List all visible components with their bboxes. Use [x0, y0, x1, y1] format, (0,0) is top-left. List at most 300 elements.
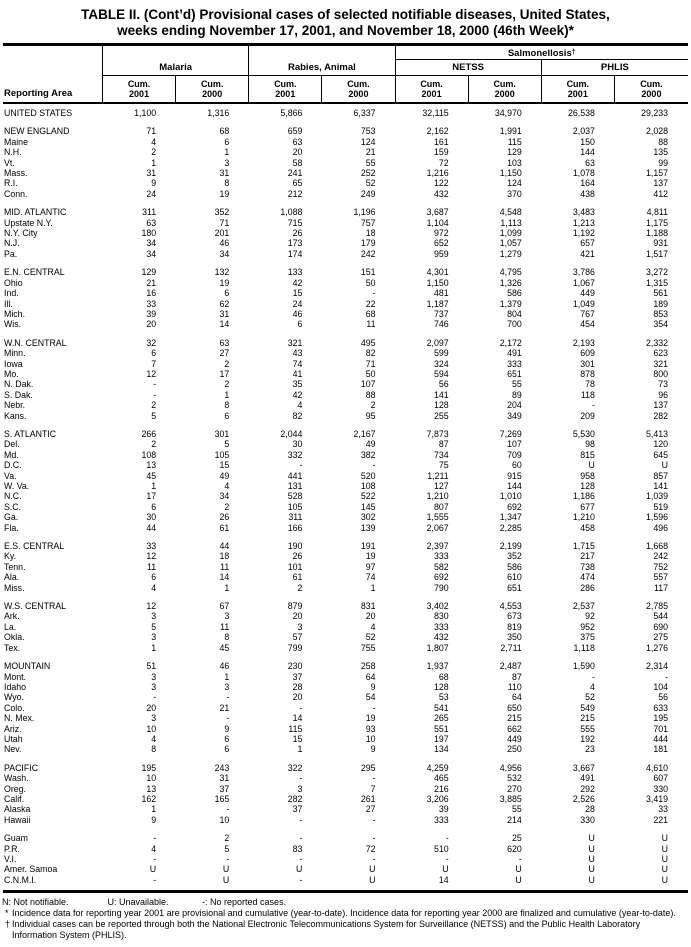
value-cell: 790	[433, 582, 449, 593]
value-cell: 15	[219, 460, 230, 471]
value-cell: U	[588, 864, 595, 875]
value-cell: 128	[580, 481, 595, 491]
reporting-area-cell: P.R.	[4, 843, 20, 854]
value-cell: 134	[433, 744, 449, 755]
value-cell: 135	[653, 147, 668, 158]
value-cell: 31	[219, 308, 230, 319]
value-cell: 481	[433, 288, 449, 299]
value-cell: 74	[292, 358, 303, 369]
reporting-area-cell: Fla.	[4, 522, 19, 533]
value-cell: 1,099	[499, 228, 522, 239]
value-cell: 191	[360, 541, 376, 552]
value-cell: 4,553	[499, 601, 522, 612]
value-cell: 549	[580, 702, 595, 713]
value-cell: 700	[507, 319, 522, 330]
value-cell: 677	[580, 501, 595, 512]
value-cell: 21	[146, 277, 157, 288]
value-cell: 230	[287, 661, 303, 672]
header-cum-col1: Cum. 2001	[103, 76, 176, 102]
value-cell: U	[661, 460, 668, 471]
value-cell: 1,668	[645, 541, 668, 552]
value-cell: -	[299, 814, 303, 825]
value-cell: 2,332	[645, 337, 668, 348]
table-row	[3, 460, 688, 470]
value-cell: 746	[433, 319, 449, 330]
value-cell: 1,113	[500, 217, 522, 228]
reporting-area-cell: Guam	[4, 833, 28, 844]
value-cell: 60	[511, 460, 522, 471]
value-cell: 71	[365, 358, 376, 369]
reporting-area-cell: S. Dak.	[4, 389, 33, 400]
value-cell: 586	[507, 288, 522, 299]
value-cell: 68	[219, 126, 230, 137]
value-cell: 1,057	[499, 238, 522, 249]
value-cell: 9	[224, 723, 230, 734]
reporting-area-cell: Ark.	[4, 611, 20, 622]
reporting-area-cell: Okla.	[4, 632, 25, 643]
value-cell: 55	[511, 804, 522, 815]
value-cell: 19	[365, 713, 376, 724]
value-cell: 651	[507, 368, 522, 379]
reporting-area-cell: Hawaii	[4, 814, 31, 825]
value-cell: 311	[142, 207, 157, 218]
reporting-area-cell: MOUNTAIN	[4, 661, 51, 672]
value-cell: 30	[292, 439, 303, 450]
table-row	[3, 429, 688, 439]
value-cell: 1,715	[572, 541, 595, 552]
reporting-area-cell: Tenn.	[4, 561, 26, 572]
value-cell: 52	[365, 632, 376, 643]
value-cell: -	[299, 460, 303, 471]
value-cell: 21	[219, 702, 230, 713]
value-cell: 52	[365, 178, 376, 189]
value-cell: 7	[370, 783, 376, 794]
value-cell: 1,078	[572, 168, 595, 179]
table-row	[3, 228, 688, 238]
value-cell: 1,216	[426, 168, 449, 179]
value-cell: 26,538	[567, 108, 595, 118]
value-cell: 815	[580, 449, 595, 460]
value-cell: 9	[370, 744, 376, 755]
value-cell: 2,537	[572, 601, 595, 612]
table-row	[3, 632, 688, 642]
value-cell: 35	[292, 379, 303, 390]
value-cell: 195	[141, 762, 157, 773]
value-cell: 662	[507, 723, 522, 734]
value-cell: -	[372, 460, 376, 471]
header-cum-col7: Cum. 2001	[542, 76, 615, 102]
value-cell: 44	[219, 541, 230, 552]
value-cell: 1,807	[426, 642, 449, 653]
value-cell: 242	[360, 248, 376, 259]
value-cell: 1,555	[426, 512, 449, 523]
table-row	[3, 439, 688, 449]
value-cell: U	[222, 864, 230, 875]
value-cell: 1,175	[645, 217, 668, 228]
value-cell: 301	[214, 428, 230, 439]
value-cell: U	[588, 843, 595, 854]
reporting-area-cell: Mass.	[4, 168, 28, 179]
reporting-area-cell: Ind.	[4, 288, 19, 299]
value-cell: 75	[438, 460, 449, 471]
reporting-area-cell: Va.	[4, 470, 17, 481]
value-cell: 1,937	[426, 661, 449, 672]
value-cell: 1,039	[645, 491, 668, 502]
reporting-area-cell: Amer. Samoa	[4, 864, 58, 875]
value-cell: 1,379	[499, 298, 522, 309]
table-row	[3, 864, 688, 874]
value-cell: 63	[585, 157, 595, 168]
reporting-area-cell: N.J.	[4, 238, 20, 249]
value-cell: 124	[360, 136, 376, 147]
value-cell: 73	[658, 379, 668, 390]
value-cell: U	[588, 874, 595, 885]
value-cell: 18	[365, 228, 376, 239]
value-cell: 22	[365, 298, 376, 309]
value-cell: 755	[360, 642, 376, 653]
value-cell: 56	[658, 692, 668, 703]
reporting-area-cell: W.S. CENTRAL	[4, 601, 67, 612]
value-cell: 322	[287, 762, 303, 773]
value-cell: -	[591, 671, 595, 682]
value-cell: 2	[224, 358, 230, 369]
value-cell: 333	[433, 814, 449, 825]
table-row	[3, 854, 688, 864]
value-cell: 20	[292, 692, 303, 703]
header-cum-col6: Cum. 2000	[469, 76, 542, 102]
value-cell: 127	[433, 481, 449, 491]
value-cell: 16	[146, 288, 157, 299]
reporting-area-cell: Tex.	[4, 642, 21, 653]
salmonellosis-label: Salmonellosis	[507, 48, 572, 59]
value-cell: 110	[507, 681, 522, 692]
value-cell: 709	[507, 449, 522, 460]
value-cell: 28	[292, 681, 303, 692]
footnote-dagger	[2, 919, 687, 941]
value-cell: 181	[653, 744, 668, 755]
value-cell: 5	[224, 843, 230, 854]
value-cell: 4,301	[426, 267, 449, 278]
table-row	[3, 481, 688, 491]
value-cell: 1,188	[645, 228, 668, 239]
header-spacer	[249, 46, 395, 60]
value-cell: 3	[151, 632, 157, 643]
header-spacer	[3, 60, 103, 76]
header-salmonellosis	[396, 46, 689, 60]
value-cell: 3,786	[572, 267, 595, 278]
value-cell: -	[299, 702, 303, 713]
value-cell: 30	[146, 512, 157, 523]
value-cell: U	[515, 874, 522, 885]
value-cell: 8	[224, 632, 230, 643]
value-cell: 496	[653, 522, 668, 533]
value-cell: 103	[507, 157, 522, 168]
table-row	[3, 309, 688, 319]
value-cell: 7,873	[426, 428, 449, 439]
value-cell: 88	[365, 389, 376, 400]
table-row	[3, 108, 688, 118]
table-row	[3, 763, 688, 773]
value-cell: 215	[580, 713, 595, 724]
value-cell: 1,150	[499, 168, 522, 179]
value-cell: 4	[151, 733, 157, 744]
value-cell: 27	[365, 804, 376, 815]
value-cell: 131	[287, 481, 303, 491]
table-row	[3, 238, 688, 248]
reporting-area-cell: W. Va.	[4, 481, 30, 491]
value-cell: 56	[438, 379, 449, 390]
value-cell: 68	[365, 308, 376, 319]
value-cell: 34,970	[494, 108, 522, 118]
reporting-area-cell: N.C.	[4, 491, 22, 502]
value-cell: 45	[146, 470, 157, 481]
table-row	[3, 734, 688, 744]
value-cell: 11	[220, 561, 230, 572]
value-cell: 2,172	[499, 337, 522, 348]
value-cell: 18	[219, 551, 230, 562]
value-cell: 115	[288, 723, 303, 734]
reporting-area-cell: S.C.	[4, 501, 22, 512]
value-cell: 197	[433, 733, 449, 744]
value-cell: 609	[580, 348, 595, 359]
reporting-area-cell: Nebr.	[4, 400, 26, 411]
reporting-area-cell: W.N. CENTRAL	[4, 337, 67, 348]
header-spacer	[103, 46, 249, 60]
value-cell: 673	[507, 611, 522, 622]
value-cell: 454	[580, 319, 595, 330]
value-cell: 370	[507, 188, 522, 199]
value-cell: 10	[219, 814, 230, 825]
value-cell: 819	[507, 621, 522, 632]
value-cell: 2,526	[572, 793, 595, 804]
value-cell: 46	[292, 308, 303, 319]
value-cell: 352	[507, 551, 522, 562]
value-cell: 557	[653, 572, 668, 583]
value-cell: -	[445, 854, 449, 864]
value-cell: 1	[151, 804, 157, 815]
value-cell: 115	[507, 136, 522, 147]
value-cell: 3,272	[645, 267, 668, 278]
value-cell: 800	[653, 368, 668, 379]
header-cum-col4: Cum. 2000	[322, 76, 395, 102]
value-cell: U	[222, 874, 230, 885]
table-row	[3, 471, 688, 481]
value-cell: -	[372, 773, 376, 784]
value-cell: 11	[366, 319, 376, 330]
table-row	[3, 804, 688, 814]
value-cell: 4	[151, 136, 157, 147]
value-cell: 41	[292, 368, 303, 379]
value-cell: 217	[580, 551, 595, 562]
value-cell: 82	[365, 348, 376, 359]
value-cell: 650	[507, 702, 522, 713]
value-cell: 352	[214, 207, 230, 218]
table-row	[3, 299, 688, 309]
value-cell: -	[665, 671, 668, 682]
value-cell: 582	[433, 561, 449, 572]
value-cell: 9	[370, 681, 376, 692]
value-cell: 258	[360, 661, 376, 672]
value-cell: U	[661, 864, 668, 875]
value-cell: 4,795	[499, 267, 522, 278]
value-cell: 2,067	[426, 522, 449, 533]
value-cell: 5	[224, 439, 230, 450]
value-cell: 192	[580, 733, 595, 744]
value-cell: 1,276	[645, 642, 668, 653]
value-cell: 528	[287, 491, 303, 502]
value-cell: 68	[438, 671, 449, 682]
footnote-dagger-symbol: †	[5, 919, 11, 930]
value-cell: 34	[219, 491, 230, 502]
value-cell: 701	[653, 723, 668, 734]
value-cell: 4,548	[499, 207, 522, 218]
value-cell: 101	[287, 561, 303, 572]
value-cell: 4	[151, 582, 157, 593]
value-cell: -	[299, 773, 303, 784]
value-cell: -	[153, 389, 157, 400]
value-cell: 302	[360, 512, 376, 523]
value-cell: 465	[433, 773, 449, 784]
value-cell: 33	[658, 804, 668, 815]
legend-unavailable: U: Unavailable.	[107, 897, 169, 908]
value-cell: 3,419	[645, 793, 668, 804]
table-row	[3, 844, 688, 854]
value-cell: U	[296, 864, 303, 875]
value-cell: 645	[653, 449, 668, 460]
value-cell: 633	[653, 702, 668, 713]
table-row	[3, 267, 688, 277]
value-cell: 6	[224, 410, 230, 421]
value-cell: 65	[292, 178, 303, 189]
reporting-area-cell: Ky.	[4, 551, 17, 562]
table-row	[3, 218, 688, 228]
value-cell: 64	[511, 692, 522, 703]
value-cell: 3	[151, 681, 157, 692]
value-cell: 88	[658, 136, 668, 147]
header-spacer	[3, 46, 103, 60]
value-cell: 623	[653, 348, 668, 359]
reporting-area-cell: UNITED STATES	[4, 108, 73, 118]
table-row	[3, 338, 688, 348]
reporting-area-cell: N.H.	[4, 147, 22, 158]
value-cell: 173	[287, 238, 303, 249]
value-cell: 14	[219, 572, 230, 583]
value-cell: 607	[653, 773, 668, 784]
value-cell: 137	[653, 400, 668, 411]
reporting-area-cell: Ga.	[4, 512, 19, 523]
reporting-area-cell: N.Y. City	[4, 228, 38, 239]
value-cell: 715	[287, 217, 303, 228]
value-cell: 20	[292, 611, 303, 622]
value-cell: 1	[224, 582, 230, 593]
value-cell: 78	[585, 379, 595, 390]
value-cell: 174	[287, 248, 303, 259]
footnote-dagger-text: Individual cases can be reported through both the National Electronic Telecommunications System for Surveillance (NETSS) and the Public Health Laboratory Information System (PHLIS).	[12, 919, 641, 941]
value-cell: 26	[292, 228, 303, 239]
value-cell: 3,206	[426, 793, 449, 804]
value-cell: 99	[658, 157, 668, 168]
value-cell: 4,811	[646, 207, 668, 218]
value-cell: 2,285	[499, 522, 522, 533]
reporting-area-cell: D.C.	[4, 460, 22, 471]
value-cell: -	[153, 833, 157, 844]
value-cell: 1,211	[427, 470, 449, 481]
value-cell: 544	[653, 611, 668, 622]
value-cell: 972	[433, 228, 449, 239]
value-cell: 2,199	[499, 541, 522, 552]
value-cell: 738	[580, 561, 595, 572]
value-cell: 71	[146, 126, 157, 137]
value-cell: 799	[287, 642, 303, 653]
table-row	[3, 622, 688, 632]
value-cell: 449	[507, 733, 522, 744]
table-title-line1: TABLE II. (Cont’d) Provisional cases of selected notifiable diseases, United States,	[81, 7, 610, 22]
value-cell: 2,044	[280, 428, 303, 439]
value-cell: 1,187	[426, 298, 449, 309]
value-cell: 4	[224, 481, 230, 491]
value-cell: 1,347	[499, 512, 522, 523]
value-cell: 1	[151, 157, 157, 168]
value-cell: 333	[433, 621, 449, 632]
header-group-netss: NETSS	[396, 60, 542, 76]
value-cell: -	[153, 854, 157, 864]
value-cell: 333	[433, 551, 449, 562]
value-cell: 4,610	[645, 762, 668, 773]
value-cell: 97	[365, 561, 376, 572]
value-cell: 5	[151, 410, 157, 421]
value-cell: 1,210	[572, 512, 595, 523]
table-row	[3, 207, 688, 217]
reporting-area-cell: C.N.M.I.	[4, 874, 37, 885]
value-cell: 2	[151, 400, 157, 411]
value-cell: 651	[507, 582, 522, 593]
value-cell: 2,037	[572, 126, 595, 137]
value-cell: 10	[365, 733, 376, 744]
value-cell: 32,115	[422, 108, 449, 118]
value-cell: 54	[365, 692, 376, 703]
value-cell: U	[661, 854, 668, 864]
value-cell: 24	[146, 188, 157, 199]
value-cell: 659	[287, 126, 303, 137]
value-cell: 61	[292, 572, 303, 583]
value-cell: 2,028	[645, 126, 668, 137]
value-cell: 29,233	[641, 108, 668, 118]
value-cell: 2	[297, 582, 303, 593]
value-cell: 7,269	[499, 428, 522, 439]
value-cell: 1	[297, 744, 303, 755]
footnote-star-text: Incidence data for reporting year 2001 are provisional and cumulative (year-to-date). Incidence data for reporting year 2000 are finalized and cumulative (year-to-date).	[12, 908, 676, 919]
value-cell: 1	[151, 481, 157, 491]
reporting-area-cell: Colo.	[4, 702, 25, 713]
value-cell: 141	[433, 389, 449, 400]
value-cell: 321	[287, 337, 303, 348]
value-cell: 1,213	[572, 217, 595, 228]
value-cell: 266	[141, 428, 157, 439]
value-cell: 37	[292, 804, 303, 815]
value-cell: 324	[433, 358, 449, 369]
value-cell: 522	[360, 491, 376, 502]
value-cell: 26	[292, 551, 303, 562]
table-row	[3, 815, 688, 825]
value-cell: 145	[360, 501, 376, 512]
value-cell: 3,667	[572, 762, 595, 773]
value-cell: 49	[219, 470, 230, 481]
table-row	[3, 784, 688, 794]
value-cell: 1,590	[572, 661, 595, 672]
table-row	[3, 523, 688, 533]
value-cell: 31	[146, 168, 157, 179]
value-cell: 520	[360, 470, 376, 481]
